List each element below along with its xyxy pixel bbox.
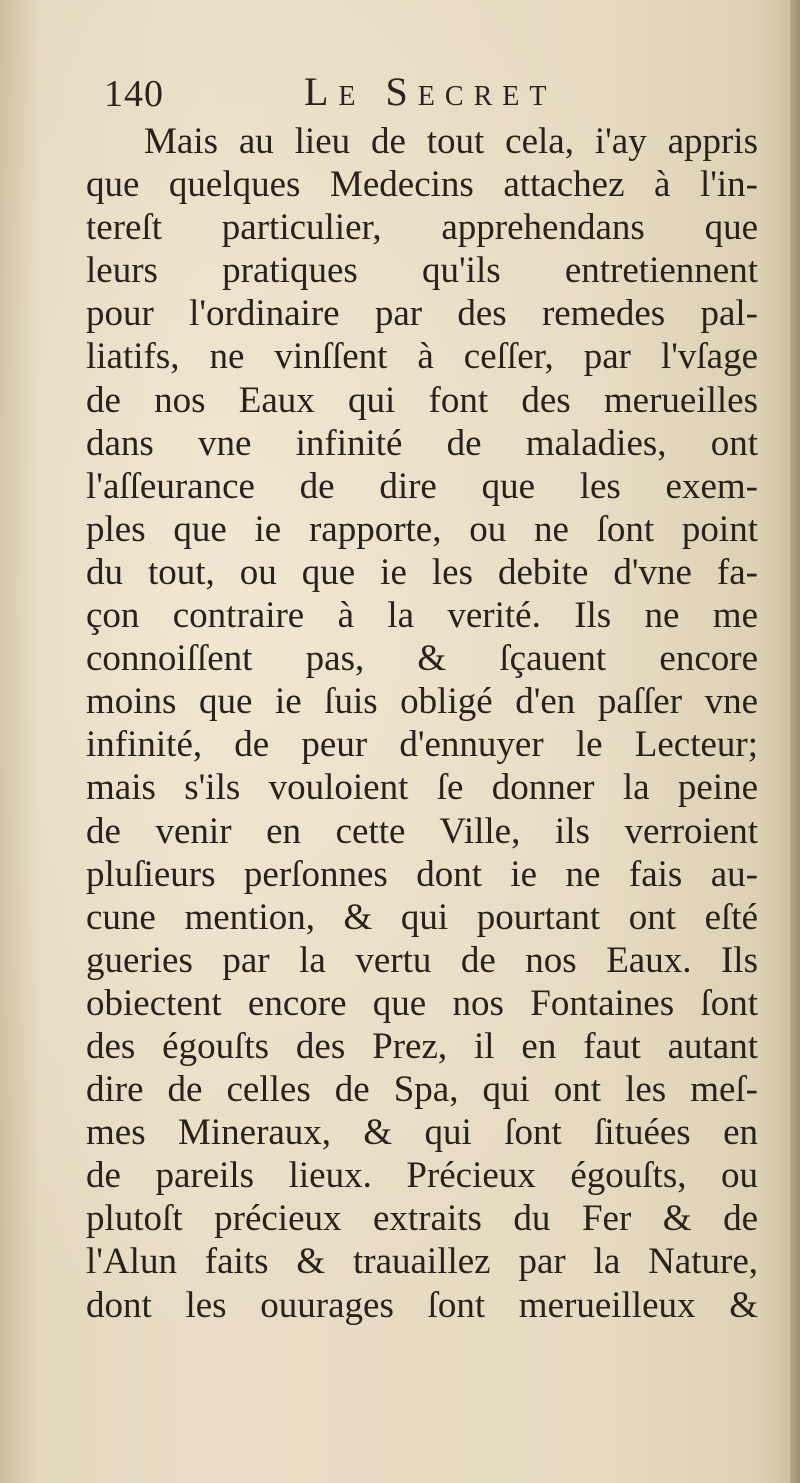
text-line: l'Alun faits & trauaillez par la Nature,: [86, 1241, 758, 1283]
text-line: tereſt particulier, apprehendans que: [86, 207, 758, 249]
text-line: pluſieurs perſonnes dont ie ne fais au-: [86, 853, 758, 895]
text-line: des égouſts des Prez, il en faut autant: [86, 1025, 758, 1067]
text-line: çon contraire à la verité. Ils ne me: [86, 595, 758, 637]
page-header: [104, 68, 764, 120]
text-line: plutoſt précieux extraits du Fer & de: [86, 1198, 758, 1240]
running-head: Le Secret: [304, 69, 557, 114]
text-line: dire de celles de Spa, qui ont les meſ-: [86, 1069, 758, 1111]
text-line: de nos Eaux qui font des merueilles: [86, 379, 758, 421]
text-line: obiectent encore que nos Fontaines ſont: [86, 982, 758, 1024]
text-line: que quelques Medecins attachez à l'in-: [86, 164, 758, 206]
text-line: moins que ie ſuis obligé d'en paſſer vne: [86, 681, 758, 723]
text-line: dans vne infinité de maladies, ont: [86, 422, 758, 464]
text-line: mes Mineraux, & qui ſont ſituées en: [86, 1112, 758, 1154]
text-line: dont les ouurages ſont merueilleux &: [86, 1284, 758, 1326]
text-line: mais s'ils vouloient ſe donner la peine: [86, 767, 758, 809]
text-line: l'aſſeurance de dire que les exem-: [86, 465, 758, 507]
text-line: liatifs, ne vinſſent à ceſſer, par l'vſage: [86, 336, 758, 378]
text-line: connoiſſent pas, & ſçauent encore: [86, 638, 758, 680]
text-line: cune mention, & qui pourtant ont eſté: [86, 896, 758, 938]
text-line: infinité, de peur d'ennuyer le Lecteur;: [86, 724, 758, 766]
text-line: leurs pratiques qu'ils entretiennent: [86, 250, 758, 292]
text-line: de venir en cette Ville, ils verroient: [86, 810, 758, 852]
text-line: ples que ie rapporte, ou ne ſont point: [86, 508, 758, 550]
text-line: gueries par la vertu de nos Eaux. Ils: [86, 939, 758, 981]
text-line: pour l'ordinaire par des remedes pal-: [86, 293, 758, 335]
body-text: [86, 120, 758, 1327]
text-line: de pareils lieux. Précieux égouſts, ou: [86, 1155, 758, 1197]
text-line: Mais au lieu de tout cela, i'ay appris: [144, 121, 758, 162]
page-number: 140: [104, 73, 164, 115]
page-edge: [790, 0, 800, 1483]
text-line: du tout, ou que ie les debite d'vne fa-: [86, 551, 758, 593]
